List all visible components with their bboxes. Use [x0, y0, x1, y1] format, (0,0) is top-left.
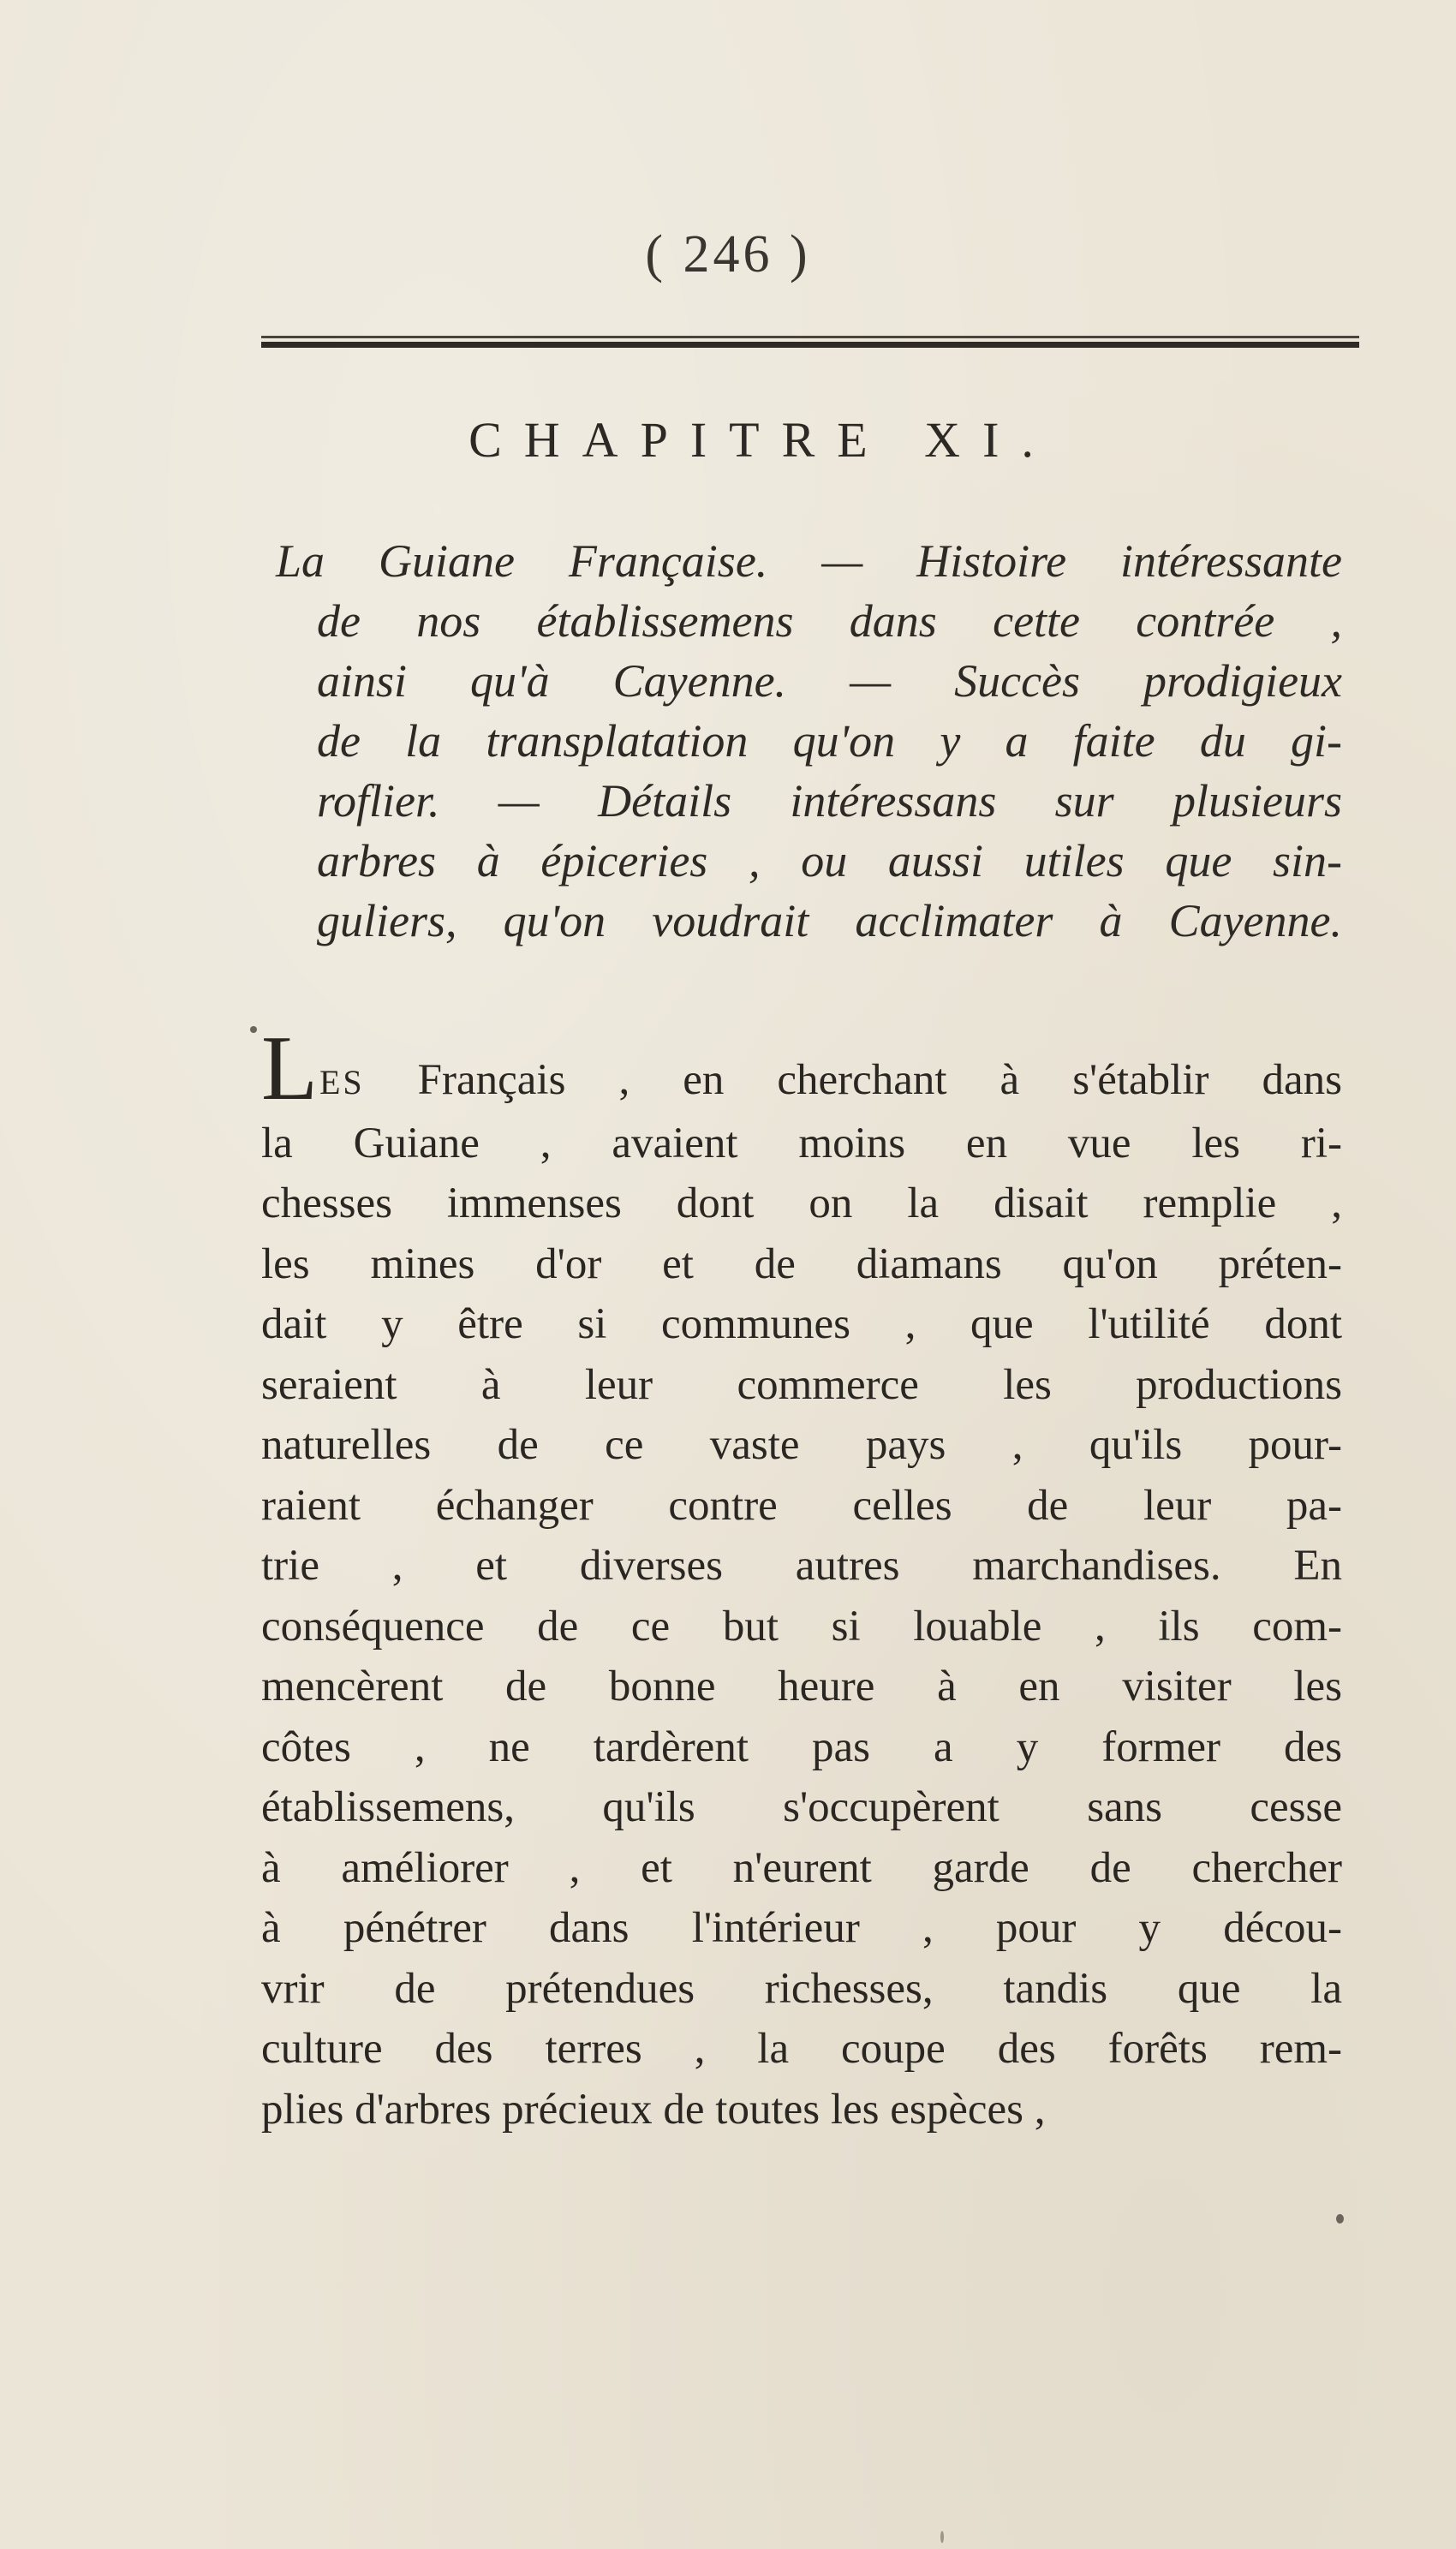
paper-speck [1336, 2214, 1344, 2224]
body-line: à améliorer , et n'eurent garde de chercher [261, 1843, 1342, 1892]
header-rule [261, 336, 1359, 348]
summary-line: de nos établissemens dans cette contrée , [317, 595, 1342, 647]
drop-cap: L [261, 1018, 318, 1119]
body-line: culture des terres , la coupe des forêts rem- [261, 2025, 1342, 2073]
body-line: mencèrent de bonne heure à en visiter les [261, 1663, 1342, 1710]
summary-line: ainsi qu'à Cayenne. — Succès prodigieux [317, 655, 1342, 707]
body-line: naturelles de ce vaste pays , qu'ils pour- [261, 1421, 1342, 1469]
body-line: plies d'arbres précieux de toutes les espèces , [261, 2085, 1046, 2134]
rule-thick-line [261, 342, 1359, 348]
body-line: trie , et diverses autres marchandises. En [261, 1542, 1342, 1590]
body-line: dait y être si communes , que l'utilité dont [261, 1300, 1342, 1348]
body-line: les mines d'or et de diamans qu'on préten- [261, 1239, 1342, 1288]
first-line-text: Français , en cherchant à s'établir dans [364, 1056, 1342, 1104]
body-line: raient échanger contre celles de leur pa- [261, 1481, 1342, 1530]
body-first-line [261, 1018, 1342, 1119]
paper-speck [940, 2531, 944, 2543]
summary-line: arbres à épiceries , ou aussi utiles que sin- [317, 835, 1342, 886]
page-number: ( 246 ) [645, 225, 811, 284]
body-paragraph [261, 1018, 1342, 2140]
body-line: vrir de prétendues richesses, tandis que la [261, 1964, 1342, 2013]
summary-line: de la transplatation qu'on y a faite du gi- [317, 715, 1342, 767]
chapter-title: CHAPITRE XI. [468, 412, 1056, 468]
body-line: la Guiane , avaient moins en vue les ri- [261, 1119, 1342, 1167]
paper-speck [250, 1026, 257, 1033]
summary-line: roflier. — Détails intéressans sur plusieurs [317, 775, 1342, 827]
summary-line: guliers, qu'on voudrait acclimater à Cayenne. [317, 895, 1342, 946]
body-line: côtes , ne tardèrent pas a y former des [261, 1722, 1342, 1771]
summary-line: La Guiane Française. — Histoire intéressante [276, 535, 1342, 587]
body-line: seraient à leur commerce les productions [261, 1360, 1342, 1409]
first-word-smallcaps: ES [319, 1063, 365, 1101]
body-line: à pénétrer dans l'intérieur , pour y décou- [261, 1904, 1342, 1952]
body-line: conséquence de ce but si louable , ils com- [261, 1602, 1342, 1651]
chapter-summary [276, 531, 1342, 951]
body-line: établissemens, qu'ils s'occupèrent sans cesse [261, 1783, 1342, 1831]
body-line: chesses immenses dont on la disait remplie , [261, 1179, 1342, 1227]
rule-thin-line [261, 336, 1359, 338]
